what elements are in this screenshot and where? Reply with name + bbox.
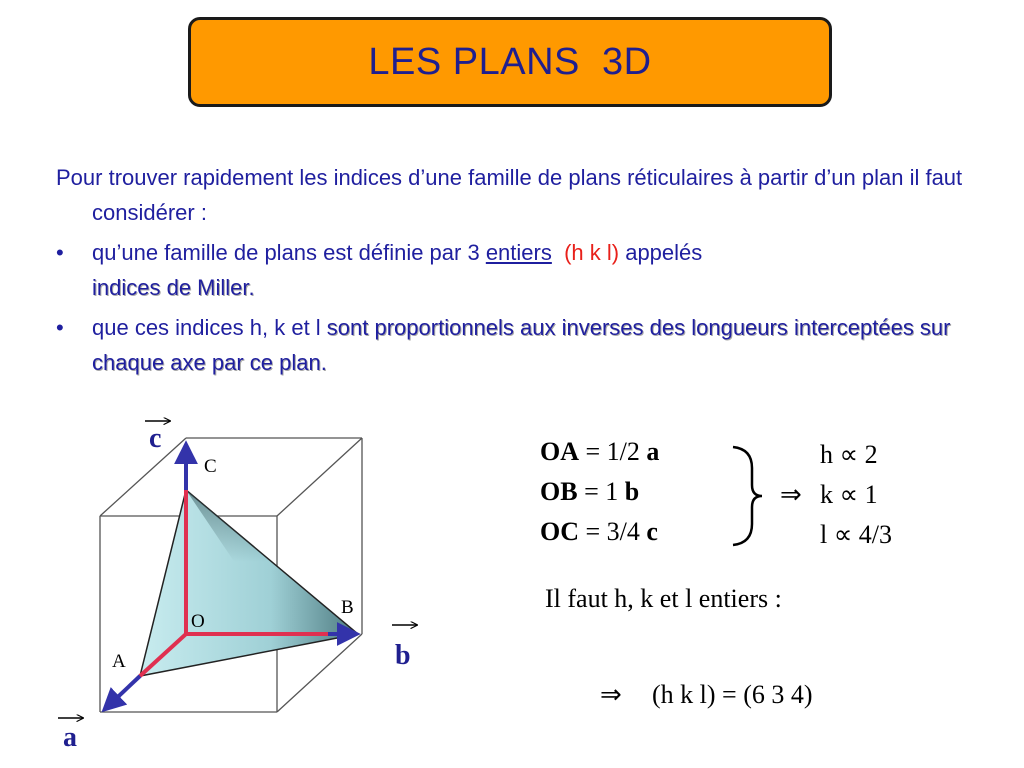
point-c-label: C (204, 456, 217, 477)
ob-vec: b (624, 477, 640, 506)
ob-eq: = 1 (577, 477, 625, 506)
integers-note: Il faut h, k et l entiers : (545, 584, 782, 613)
oa-vec: a (646, 437, 660, 466)
oa-label: OA (540, 437, 579, 466)
bullet-text-before: qu’une famille de plans est définie par 3 (92, 240, 486, 265)
hkl-red: (h k l) (564, 240, 620, 265)
bullet-marker: • (56, 240, 64, 265)
cube-edge (100, 438, 186, 516)
oa-eq: = 1/2 (579, 437, 647, 466)
miller-highlight: indices de Miller. (92, 275, 255, 300)
l-relation: l ∝ 4/3 (820, 520, 893, 549)
oc-label: OC (540, 517, 579, 546)
bullet-text-before: que ces indices h, k et l (92, 315, 327, 340)
point-a-label: A (112, 651, 126, 672)
eq-ob (540, 477, 639, 507)
bullet-marker: • (56, 315, 64, 340)
axis-c-label: c (149, 423, 162, 454)
k-relation: k ∝ 1 (820, 480, 878, 509)
h-relation: h ∝ 2 (820, 440, 878, 469)
intro-paragraph: Pour trouver rapidement les indices d’une famille de plans réticulaires à partir d’un plan il faut considérer : (56, 165, 963, 225)
point-b-label: B (341, 597, 354, 618)
ob-label: OB (540, 477, 578, 506)
eq-oc (540, 517, 658, 547)
axis-a-label: a (63, 722, 77, 753)
cube-edge (277, 438, 362, 516)
implies-symbol: ⇒ (780, 480, 802, 509)
oc-vec: c (646, 517, 658, 546)
oc-eq: = 3/4 (579, 517, 647, 546)
axis-b-label: b (395, 640, 411, 671)
eq-oa (540, 437, 659, 467)
result-hkl: (h k l) = (6 3 4) (652, 680, 813, 709)
proportional-highlight: sont proportionnels aux inverses des longueurs interceptées sur chaque axe par ce plan. (92, 315, 951, 375)
axis-a-arrow (105, 676, 140, 709)
page-title: LES PLANS 3D (368, 40, 652, 83)
bullet-text-after: appelés (619, 240, 703, 265)
result-arrow: ⇒ (600, 680, 622, 709)
underlined-word: entiers (485, 240, 552, 265)
curly-brace (733, 447, 762, 545)
point-o-label: O (191, 611, 205, 632)
